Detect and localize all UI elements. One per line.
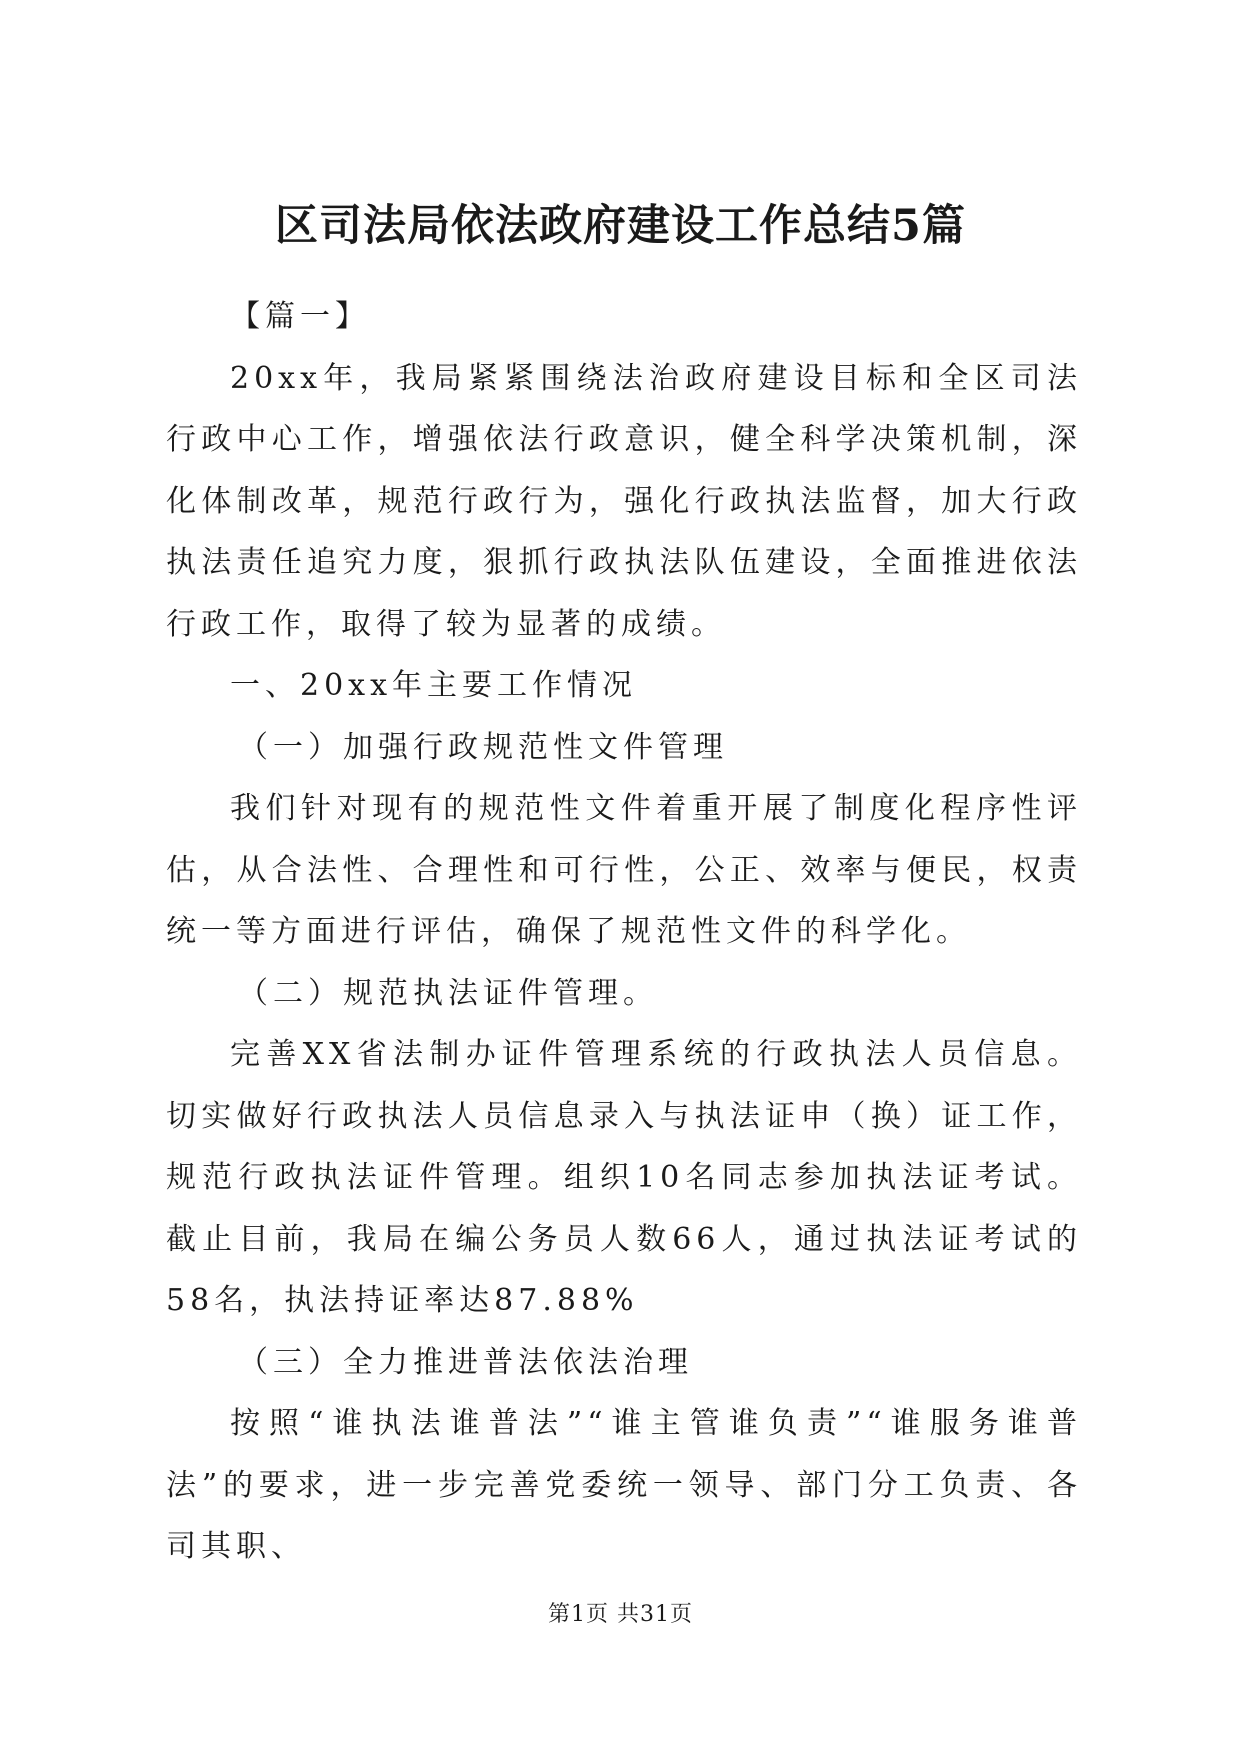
subheading-normative-docs: （一）加强行政规范性文件管理 [238,729,728,765]
section-label: 【篇一】 [230,299,370,334]
document-body [166,286,1082,1578]
subheading-law-enforcement-cert: （二）规范执法证件管理。 [238,975,658,1011]
paragraph-normative-docs: 我们针对现有的规范性文件着重开展了制度化程序性评估，从合法性、合理性和可行性，公正、效率与便民，权责统一等方面进行评估，确保了规范性文件的科学化。 [166,791,1082,949]
paragraph-intro: 20xx年，我局紧紧围绕法治政府建设目标和全区司法行政中心工作，增强依法行政意识，健全科学决策机制，深化体制改革，规范行政行为，强化行政执法监督，加大行政执法责任追究力度，狠抓行政执法队伍建设，全面推进依法行政工作，取得了较为显著的成绩。 [166,360,1082,642]
heading-main-work: 一、20xx年主要工作情况 [230,668,638,703]
document-title: 区司法局依法政府建设工作总结5篇 [275,201,966,251]
paragraph-law-enforcement-cert: 完善XX省法制办证件管理系统的行政执法人员信息。切实做好行政执法人员信息录入与执法证申（换）证工作，规范行政执法证件管理。组织10名同志参加执法证考试。截止目前，我局在编公务员人数66人，通过执法证考试的58名，执法持证率达87.88% [166,1037,1082,1318]
page-footer: 第1页 共31页 [548,1602,693,1627]
paragraph-legal-publicity: 按照“谁执法谁普法”“谁主管谁负责”“谁服务谁普法”的要求，进一步完善党委统一领导、部门分工负责、各司其职、 [166,1406,1082,1564]
subheading-legal-publicity: （三）全力推进普法依法治理 [238,1344,693,1380]
